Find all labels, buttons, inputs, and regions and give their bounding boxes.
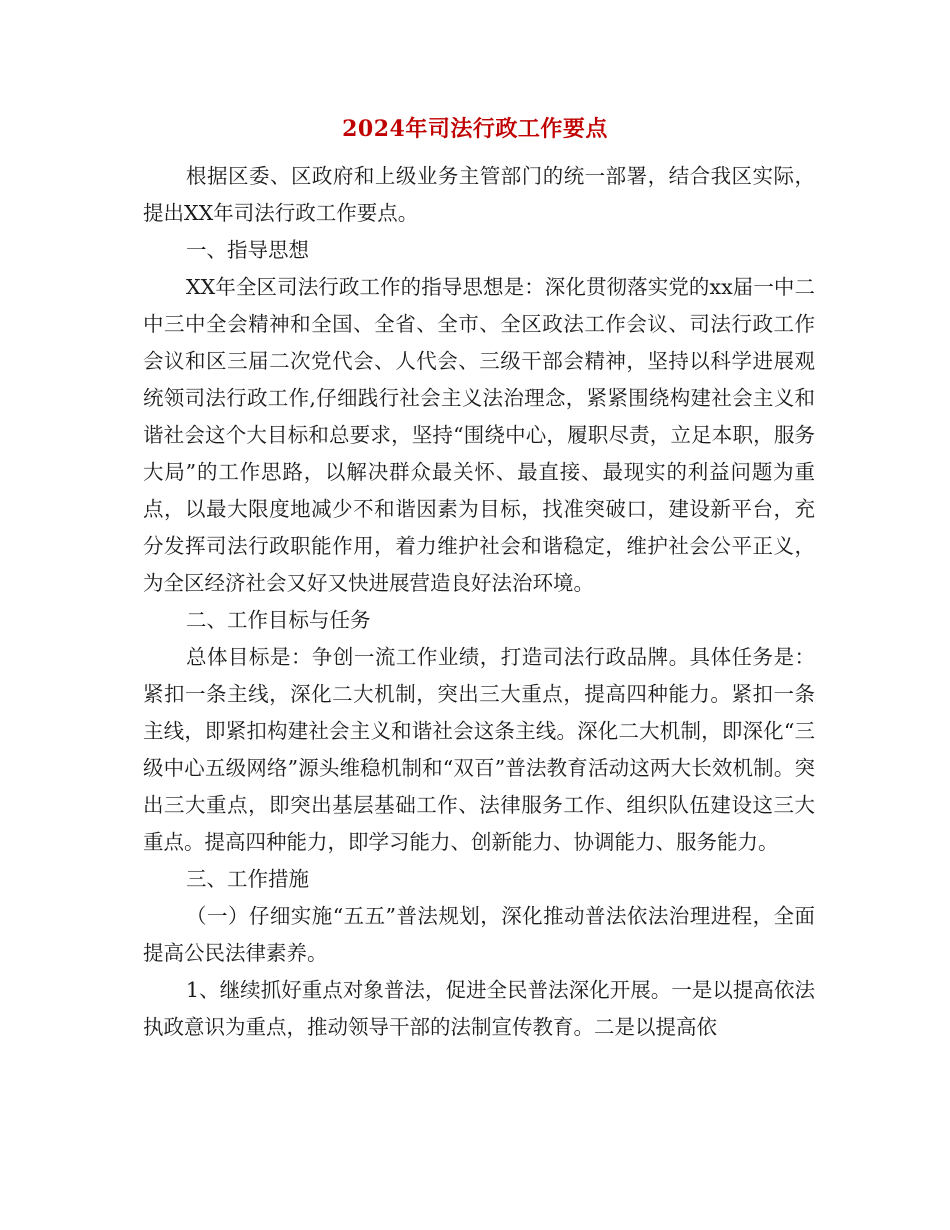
section-heading-goals-tasks: 二、工作目标与任务 [186, 608, 371, 632]
section-heading-guiding-ideology: 一、指导思想 [186, 238, 310, 262]
measure-item-one-paragraph: 1、继续抓好重点对象普法，促进全民普法深化开展。一是以提高依法执政意识为重点，推动领导干部的法制宣传教育。二是以提高依 [143, 978, 815, 1039]
intro-paragraph: 根据区委、区政府和上级业务主管部门的统一部署，结合我区实际，提出XX年司法行政工作要点。 [143, 164, 815, 225]
goals-tasks-paragraph: 总体目标是：争创一流工作业绩，打造司法行政品牌。具体任务是：紧扣一条主线，深化二大机制，突出三大重点，提高四种能力。紧扣一条主线，即紧扣构建社会主义和谐社会这条主线。深化二大机制，即深化“三级中心五级网络”源头维稳机制和“双百”普法教育活动这两大长效机制。突出三大重点，即突出基层基础工作、法律服务工作、组织队伍建设这三大重点。提高四种能力，即学习能力、创新能力、协调能力、服务能力。 [143, 645, 815, 854]
guiding-ideology-paragraph: XX年全区司法行政工作的指导思想是：深化贯彻落实党的xx届一中二中三中全会精神和全国、全省、全市、全区政法工作会议、司法行政工作会议和区三届二次党代会、人代会、三级干部会精神，坚持以科学进展观统领司法行政工作,仔细践行社会主义法治理念，紧紧围绕构建社会主义和谐社会这个大目标和总要求，坚持“围绕中心，履职尽责，立足本职，服务大局”的工作思路，以解决群众最关怀、最直接、最现实的利益问题为重点，以最大限度地减少不和谐因素为目标，找准突破口，建设新平台，充分发挥司法行政职能作用，着力维护社会和谐稳定，维护社会公平正义，为全区经济社会又好又快进展营造良好法治环境。 [143, 275, 815, 595]
section-heading-work-measures: 三、工作措施 [186, 867, 310, 891]
measure-one-paragraph: （一）仔细实施“五五”普法规划，深化推动普法依法治理进程，全面提高公民法律素养。 [143, 904, 815, 965]
document-body [143, 158, 815, 1046]
document-title: 2024年司法行政工作要点 [342, 116, 608, 142]
